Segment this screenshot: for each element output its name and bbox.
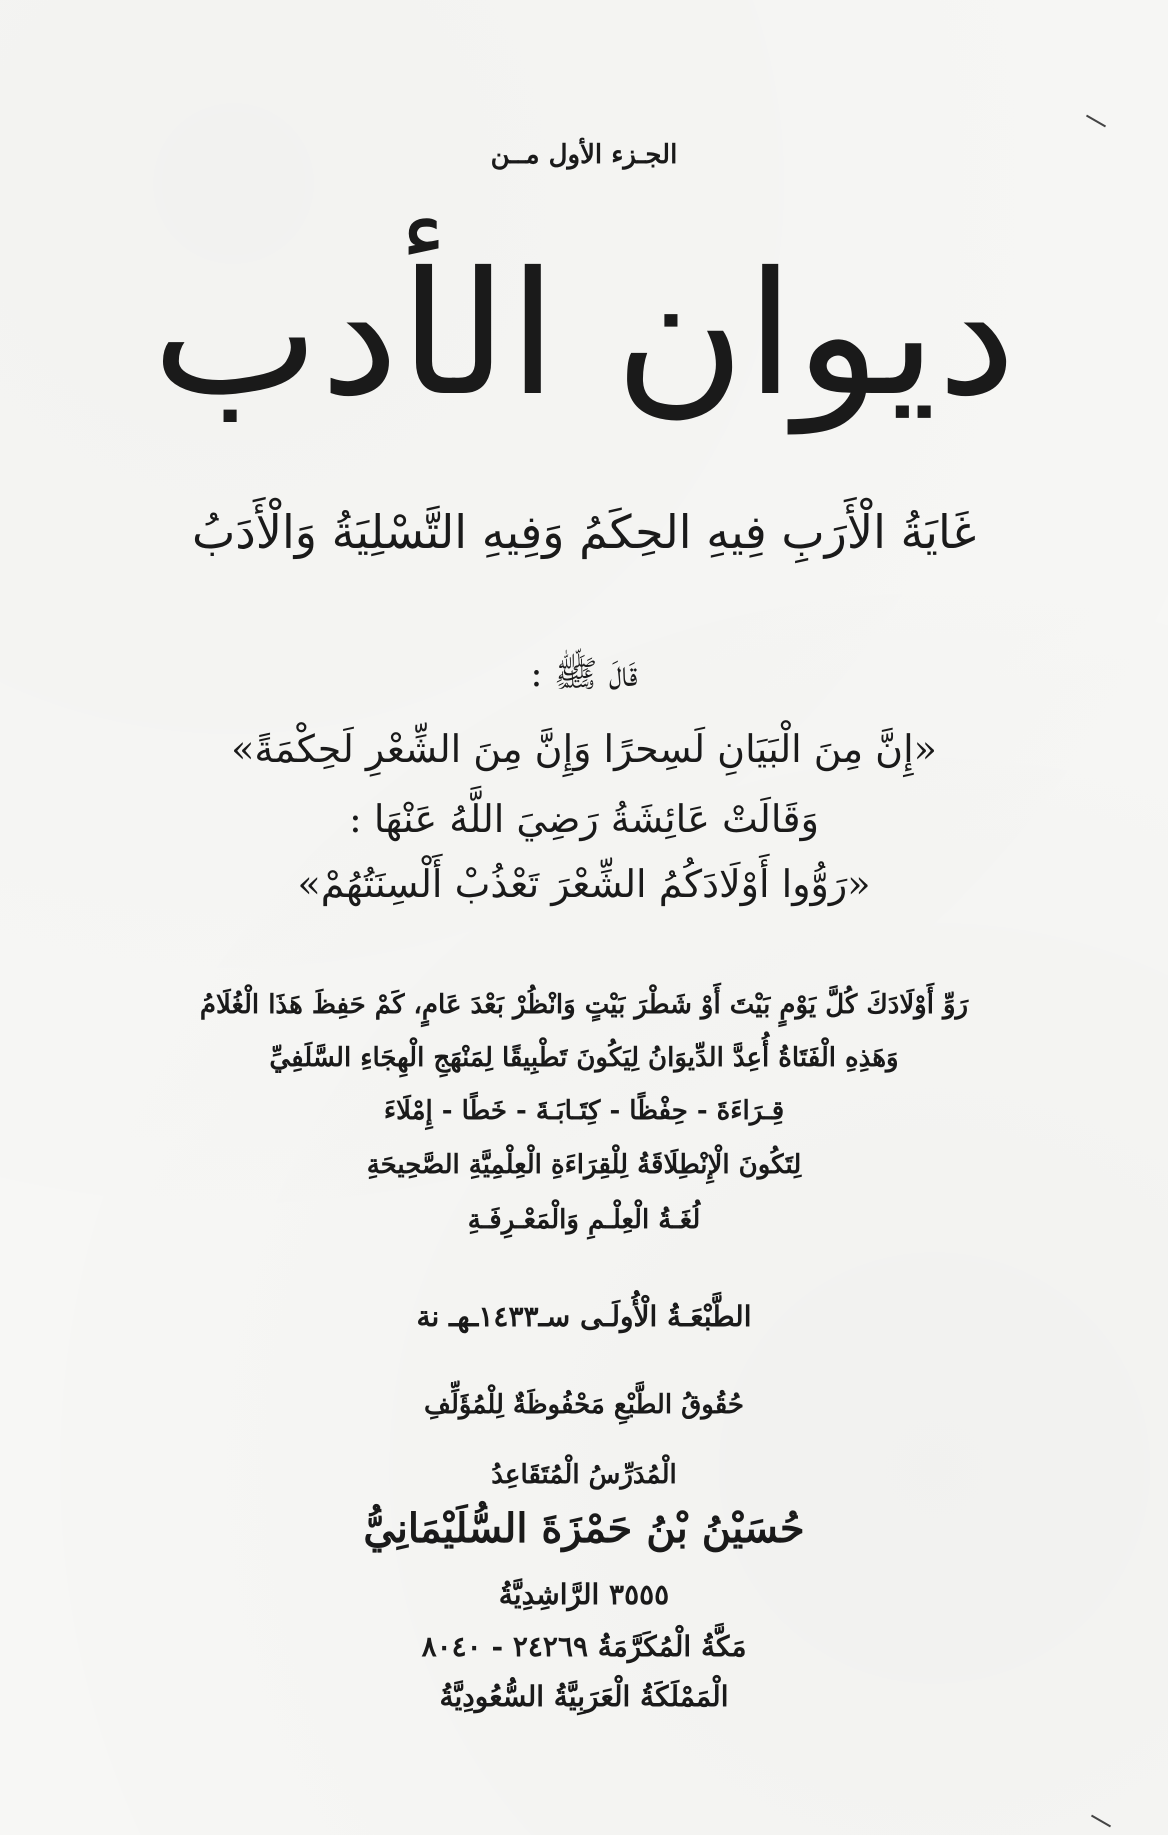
body-line-2: وَهَذِهِ الْفَتَاةُ أُعِدَّ الدِّيوَانُ لِيَكُونَ تَطْبِيقًا لِمَنْهَجِ الْهِجَاءِ السَّلَفِيِّ	[269, 1043, 899, 1073]
book-title: ديوان الأدب	[151, 236, 1017, 434]
author-name: حُسَيْنُ بْنُ حَمْزَةَ السُّلَيْمَانِيُّ	[363, 1505, 805, 1552]
scan-mark	[1086, 115, 1106, 128]
hadith-text: «إِنَّ مِنَ الْبَيَانِ لَسِحرًا وَإِنَّ مِنَ الشِّعْرِ لَحِكْمَةً»	[231, 727, 937, 771]
address-line-3: الْمَمْلَكَةُ الْعَرَبِيَّةُ السُّعُودِيَّةُ	[439, 1680, 729, 1713]
address-line-2: مَكَّةُ الْمُكَرَّمَةُ ٢٤٢٦٩ - ٨٠٤٠	[421, 1630, 747, 1663]
edition-note: الطَّبْعَـةُ الْأُولَـى سـ١٤٣٣ـهـ نة	[416, 1300, 752, 1333]
copyright-note: حُقُوقُ الطَّبْعِ مَحْفُوظَةٌ لِلْمُؤَلِّفِ	[424, 1390, 744, 1420]
body-line-3: قِـرَاءَةَ - حِفْظًا - كِتَـابَـةَ - خَطًا - إِمْلَاءَ	[383, 1096, 785, 1126]
address-line-1: ٣٥٥٥ الرَّاشِدِيَّةُ	[498, 1578, 670, 1611]
hadith-intro: قَالَ ﷺ :	[530, 654, 638, 695]
body-line-1: رَوِّ أَوْلَادَكَ كُلَّ يَوْمٍ بَيْتَ أَوْ شَطْرَ بَيْتٍ وَانْظُرْ بَعْدَ عَامٍ، كَمْ حَفِظَ هَذَا الْغُلَامُ	[199, 990, 969, 1020]
aisha-intro: وَقَالَتْ عَائِشَةُ رَضِيَ اللَّهُ عَنْهَا :	[349, 797, 819, 841]
author-title: الْمُدَرِّسُ الْمُتَقَاعِدُ	[491, 1460, 677, 1490]
aisha-quote: «رَوُّوا أَوْلَادَكُمُ الشِّعْرَ تَعْذُبْ أَلْسِنَتُهُمْ»	[297, 862, 871, 906]
body-line-4: لِتَكُونَ الْإِنْطِلَاقَةُ لِلْقِرَاءَةِ الْعِلْمِيَّةِ الصَّحِيحَةِ	[366, 1150, 802, 1180]
part-label: الجـزء الأول مــن	[490, 140, 678, 170]
scan-mark	[1091, 1815, 1111, 1828]
body-line-5: لُغَـةُ الْعِلْـمِ وَالْمَعْـرِفَـةِ	[467, 1205, 701, 1235]
book-subtitle: غَايَةُ الْأَرَبِ فِيهِ الحِكَمُ وَفِيهِ التَّسْلِيَةُ وَالْأَدَبُ	[191, 505, 977, 559]
